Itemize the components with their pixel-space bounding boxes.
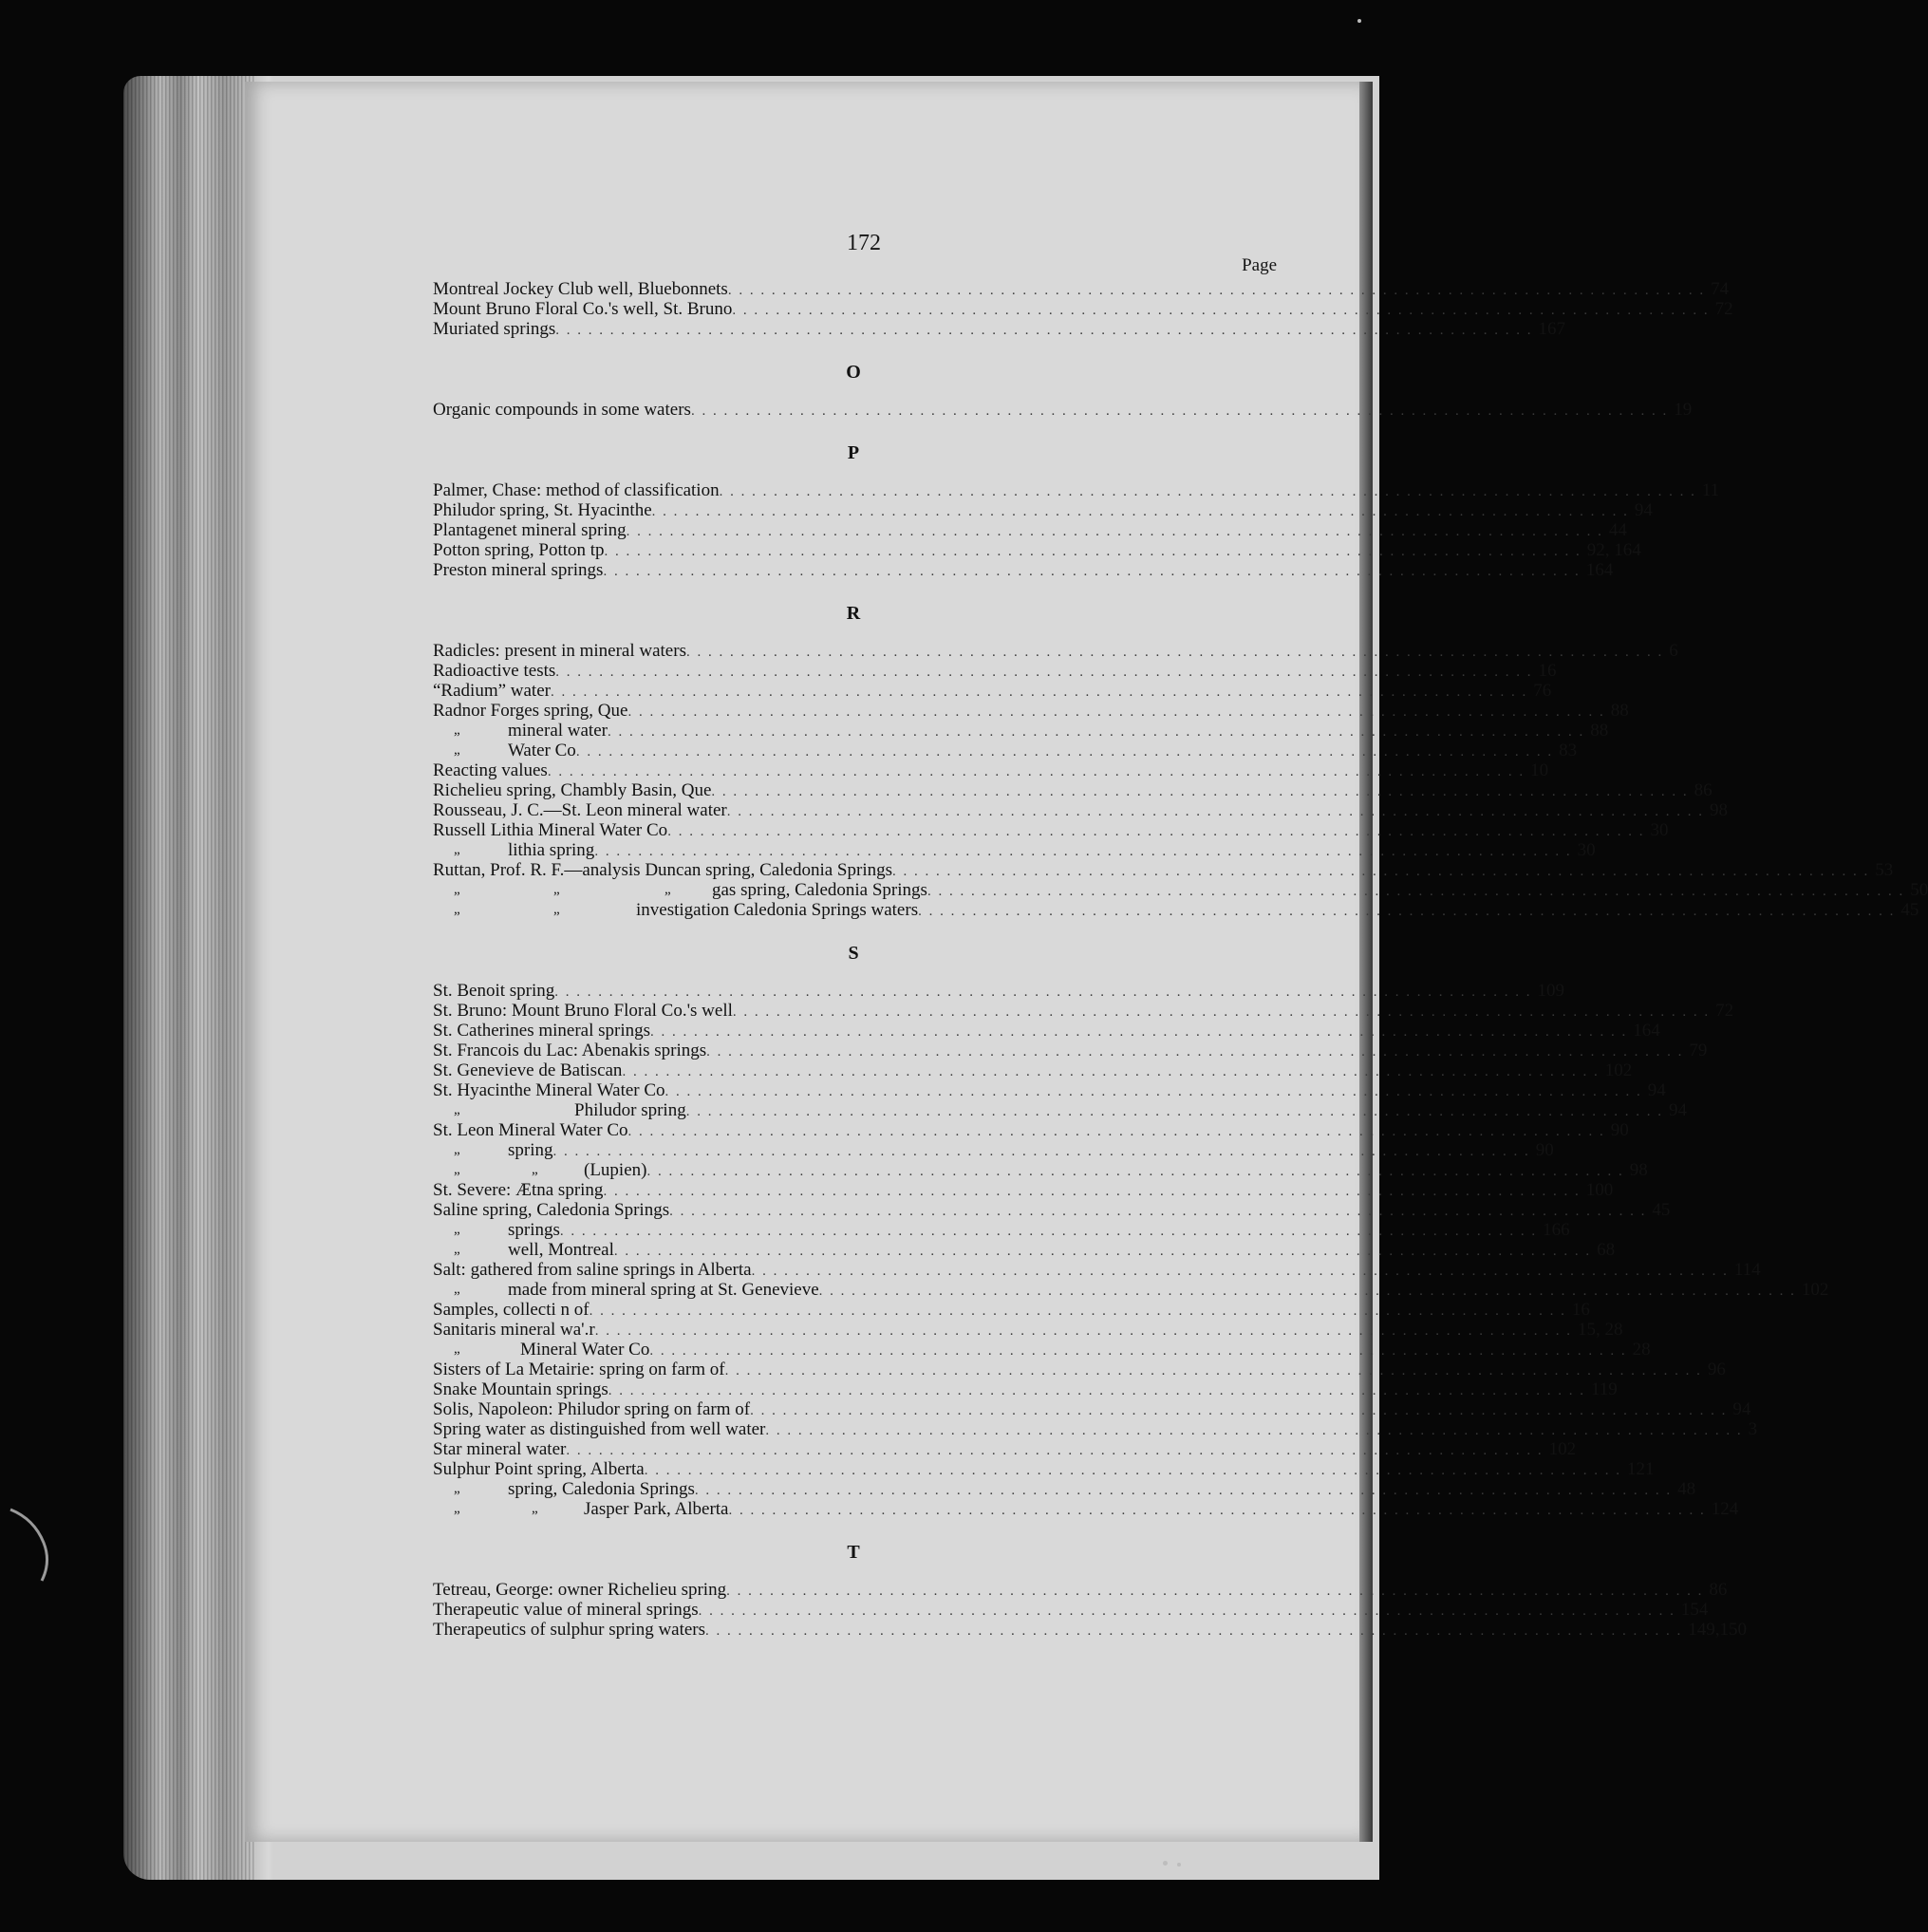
leader-dots: . . . . . . . . . . . . . . . . . . . . . . . . . . . . . . . . . . . . . . . . . . . . . . . . . . . . . . . . . . . . . . . . . . . . . . . . . . . . . . . . . . . . . . . . . . xyxy=(706,1044,1684,1060)
entry-page-number: 86 xyxy=(1709,1580,1728,1600)
leader-dots: . . . . . . . . . . . . . . . . . . . . . . . . . . . . . . . . . . . . . . . . . . . . . . . . . . . . . . . . . . . . . . . . . . . . . . . . . . . . . . . . . . . . . . . . . . xyxy=(559,1224,1538,1239)
index-entry xyxy=(433,661,1557,681)
leader-dots: . . . . . . . . . . . . . . . . . . . . . . . . . . . . . . . . . . . . . . . . . . . . . . . . . . . . . . . . . . . . . . . . . . . . . . . . . . . . . . . . . . . . . . . . . . xyxy=(728,1503,1706,1518)
leader-dots: . . . . . . . . . . . . . . . . . . . . . . . . . . . . . . . . . . . . . . . . . . . . . . . . . . . . . . . . . . . . . . . . . . . . . . . . . . . . . . . . . . . . . . . . . . xyxy=(604,544,1582,559)
index-entry xyxy=(433,1260,1761,1280)
index-entry xyxy=(433,880,1928,900)
leader-dots: . . . . . . . . . . . . . . . . . . . . . . . . . . . . . . . . . . . . . . . . . . . . . . . . . . . . . . . . . . . . . . . . . . . . . . . . . . . . . . . . . . . . . . . . . . xyxy=(765,1423,1743,1438)
leader-dots: . . . . . . . . . . . . . . . . . . . . . . . . . . . . . . . . . . . . . . . . . . . . . . . . . . . . . . . . . . . . . . . . . . . . . . . . . . . . . . . . . . . . . . . . . . xyxy=(698,1604,1675,1619)
index-entry xyxy=(433,1120,1629,1140)
section-letter: P xyxy=(847,442,860,463)
index-entry xyxy=(433,1280,1829,1300)
leader-dots: . . . . . . . . . . . . . . . . . . . . . . . . . . . . . . . . . . . . . . . . . . . . . . . . . . . . . . . . . . . . . . . . . . . . . . . . . . . . . . . . . . . . . . . . . . xyxy=(732,1004,1711,1020)
leader-dots: . . . . . . . . . . . . . . . . . . . . . . . . . . . . . . . . . . . . . . . . . . . . . . . . . . . . . . . . . . . . . . . . . . . . . . . . . . . . . . . . . . . . . . . . . . xyxy=(892,864,1870,879)
ditto-mark: „ xyxy=(454,902,460,917)
entry-term: lithia spring xyxy=(508,840,595,860)
index-entry xyxy=(433,299,1733,319)
entry-term: Mineral Water Co xyxy=(520,1340,650,1360)
leader-dots: . . . . . . . . . . . . . . . . . . . . . . . . . . . . . . . . . . . . . . . . . . . . . . . . . . . . . . . . . . . . . . . . . . . . . . . . . . . . . . . . . . . . . . . . . . xyxy=(627,1124,1605,1139)
entry-term: Montreal Jockey Club well, Bluebonnets xyxy=(433,279,728,299)
leader-dots: . . . . . . . . . . . . . . . . . . . . . . . . . . . . . . . . . . . . . . . . . . . . . . . . . . . . . . . . . . . . . . . . . . . . . . . . . . . . . . . . . . . . . . . . . . xyxy=(555,323,1533,338)
ditto-mark: „ xyxy=(665,882,671,897)
entry-term: St. Bruno: Mount Bruno Floral Co.'s well xyxy=(433,1001,733,1021)
entry-page-number: 15, 28 xyxy=(1577,1320,1623,1340)
leader-dots: . . . . . . . . . . . . . . . . . . . . . . . . . . . . . . . . . . . . . . . . . . . . . . . . . . . . . . . . . . . . . . . . . . . . . . . . . . . . . . . . . . . . . . . . . . xyxy=(727,283,1706,298)
ditto-mark: „ xyxy=(454,1282,460,1297)
leader-dots: . . . . . . . . . . . . . . . . . . . . . . . . . . . . . . . . . . . . . . . . . . . . . . . . . . . . . . . . . . . . . . . . . . . . . . . . . . . . . . . . . . . . . . . . . . xyxy=(726,1584,1704,1599)
index-entry xyxy=(433,1479,1696,1499)
entry-page-number: 98 xyxy=(1710,800,1729,820)
index-entry xyxy=(433,1001,1734,1021)
ditto-mark: „ xyxy=(454,842,460,857)
leader-dots: . . . . . . . . . . . . . . . . . . . . . . . . . . . . . . . . . . . . . . . . . . . . . . . . . . . . . . . . . . . . . . . . . . . . . . . . . . . . . . . . . . . . . . . . . . xyxy=(622,1064,1600,1079)
index-entry xyxy=(433,820,1669,840)
leader-dots: . . . . . . . . . . . . . . . . . . . . . . . . . . . . . . . . . . . . . . . . . . . . . . . . . . . . . . . . . . . . . . . . . . . . . . . . . . . . . . . . . . . . . . . . . . xyxy=(554,985,1532,1000)
leader-dots: . . . . . . . . . . . . . . . . . . . . . . . . . . . . . . . . . . . . . . . . . . . . . . . . . . . . . . . . . . . . . . . . . . . . . . . . . . . . . . . . . . . . . . . . . . xyxy=(627,704,1605,720)
index-entry xyxy=(433,1360,1726,1379)
entry-term: Water Co xyxy=(508,741,576,760)
leader-dots: . . . . . . . . . . . . . . . . . . . . . . . . . . . . . . . . . . . . . . . . . . . . . . . . . . . . . . . . . . . . . . . . . . . . . . . . . . . . . . . . . . . . . . . . . . xyxy=(927,884,1905,899)
entry-page-number: 94 xyxy=(1668,1100,1687,1120)
entry-page-number: 90 xyxy=(1610,1120,1629,1140)
entry-page-number: 50 xyxy=(1910,880,1928,900)
index-entry xyxy=(433,1499,1739,1519)
leader-dots: . . . . . . . . . . . . . . . . . . . . . . . . . . . . . . . . . . . . . . . . . . . . . . . . . . . . . . . . . . . . . . . . . . . . . . . . . . . . . . . . . . . . . . . . . . xyxy=(732,303,1710,318)
ditto-mark: „ xyxy=(454,1102,460,1117)
leader-dots: . . . . . . . . . . . . . . . . . . . . . . . . . . . . . . . . . . . . . . . . . . . . . . . . . . . . . . . . . . . . . . . . . . . . . . . . . . . . . . . . . . . . . . . . . . xyxy=(711,784,1689,799)
entry-term: Palmer, Chase: method of classification xyxy=(433,480,720,500)
entry-term: Muriated springs xyxy=(433,319,556,339)
entry-page-number: 114 xyxy=(1733,1260,1761,1280)
entry-page-number: 88 xyxy=(1590,721,1609,741)
entry-term: Tetreau, George: owner Richelieu spring xyxy=(433,1580,727,1600)
entry-term: investigation Caledonia Springs waters xyxy=(636,900,919,920)
ditto-mark: „ xyxy=(454,1162,460,1177)
index-entry xyxy=(433,1140,1554,1160)
entry-term: “Radium” water xyxy=(433,681,551,701)
leader-dots: . . . . . . . . . . . . . . . . . . . . . . . . . . . . . . . . . . . . . . . . . . . . . . . . . . . . . . . . . . . . . . . . . . . . . . . . . . . . . . . . . . . . . . . . . . xyxy=(667,824,1645,839)
index-entry xyxy=(433,1300,1590,1320)
entry-page-number: 154 xyxy=(1680,1600,1709,1620)
entry-term: Rousseau, J. C.—St. Leon mineral water xyxy=(433,800,727,820)
page-column-header: Page xyxy=(1242,255,1277,275)
leader-dots: . . . . . . . . . . . . . . . . . . . . . . . . . . . . . . . . . . . . . . . . . . . . . . . . . . . . . . . . . . . . . . . . . . . . . . . . . . . . . . . . . . . . . . . . . . xyxy=(685,1104,1663,1119)
entry-page-number: 109 xyxy=(1537,981,1565,1001)
leader-dots: . . . . . . . . . . . . . . . . . . . . . . . . . . . . . . . . . . . . . . . . . . . . . . . . . . . . . . . . . . . . . . . . . . . . . . . . . . . . . . . . . . . . . . . . . . xyxy=(665,1084,1642,1099)
entry-term: spring, Caledonia Springs xyxy=(508,1479,695,1499)
entry-page-number: 94 xyxy=(1732,1399,1751,1419)
leader-dots: . . . . . . . . . . . . . . . . . . . . . . . . . . . . . . . . . . . . . . . . . . . . . . . . . . . . . . . . . . . . . . . . . . . . . . . . . . . . . . . . . . . . . . . . . . xyxy=(550,685,1528,700)
leader-dots: . . . . . . . . . . . . . . . . . . . . . . . . . . . . . . . . . . . . . . . . . . . . . . . . . . . . . . . . . . . . . . . . . . . . . . . . . . . . . . . . . . . . . . . . . . xyxy=(705,1623,1683,1639)
leader-dots: . . . . . . . . . . . . . . . . . . . . . . . . . . . . . . . . . . . . . . . . . . . . . . . . . . . . . . . . . . . . . . . . . . . . . . . . . . . . . . . . . . . . . . . . . . xyxy=(724,1363,1702,1379)
ditto-mark: „ xyxy=(532,1501,538,1516)
leader-dots: . . . . . . . . . . . . . . . . . . . . . . . . . . . . . . . . . . . . . . . . . . . . . . . . . . . . . . . . . . . . . . . . . . . . . . . . . . . . . . . . . . . . . . . . . . xyxy=(690,403,1669,419)
index-entry xyxy=(433,1340,1651,1360)
leader-dots: . . . . . . . . . . . . . . . . . . . . . . . . . . . . . . . . . . . . . . . . . . . . . . . . . . . . . . . . . . . . . . . . . . . . . . . . . . . . . . . . . . . . . . . . . . xyxy=(646,1164,1624,1179)
index-entry xyxy=(433,1220,1570,1240)
leader-dots: . . . . . . . . . . . . . . . . . . . . . . . . . . . . . . . . . . . . . . . . . . . . . . . . . . . . . . . . . . . . . . . . . . . . . . . . . . . . . . . . . . . . . . . . . . xyxy=(685,645,1664,660)
entry-page-number: 102 xyxy=(1801,1280,1829,1300)
entry-page-number: 83 xyxy=(1559,741,1578,760)
entry-term: made from mineral spring at St. Genevieve xyxy=(508,1280,819,1300)
entry-term: St. Catherines mineral springs xyxy=(433,1021,651,1041)
entry-page-number: 30 xyxy=(1650,820,1669,840)
entry-term: Ruttan, Prof. R. F.—analysis Duncan spring, Caledonia Springs xyxy=(433,860,892,880)
index-entry xyxy=(433,981,1565,1001)
entry-page-number: 10 xyxy=(1530,760,1549,780)
leader-dots: . . . . . . . . . . . . . . . . . . . . . . . . . . . . . . . . . . . . . . . . . . . . . . . . . . . . . . . . . . . . . . . . . . . . . . . . . . . . . . . . . . . . . . . . . . xyxy=(613,1244,1592,1259)
entry-term: gas spring, Caledonia Springs xyxy=(712,880,927,900)
entry-term: Samples, collecti n of xyxy=(433,1300,590,1320)
entry-term: Radioactive tests xyxy=(433,661,556,681)
leader-dots: . . . . . . . . . . . . . . . . . . . . . . . . . . . . . . . . . . . . . . . . . . . . . . . . . . . . . . . . . . . . . . . . . . . . . . . . . . . . . . . . . . . . . . . . . . xyxy=(575,744,1554,760)
entry-page-number: 164 xyxy=(1633,1021,1660,1041)
leader-dots: . . . . . . . . . . . . . . . . . . . . . . . . . . . . . . . . . . . . . . . . . . . . . . . . . . . . . . . . . . . . . . . . . . . . . . . . . . . . . . . . . . . . . . . . . . xyxy=(594,1323,1572,1339)
index-entry xyxy=(433,860,1894,880)
entry-page-number: 119 xyxy=(1590,1379,1618,1399)
index-entry xyxy=(433,1620,1748,1640)
index-entry xyxy=(433,1021,1660,1041)
index-entry xyxy=(433,1580,1728,1600)
leader-dots: . . . . . . . . . . . . . . . . . . . . . . . . . . . . . . . . . . . . . . . . . . . . . . . . . . . . . . . . . . . . . . . . . . . . . . . . . . . . . . . . . . . . . . . . . . xyxy=(751,1264,1729,1279)
entry-page-number: 102 xyxy=(1604,1060,1633,1080)
index-entry xyxy=(433,319,1566,339)
entry-term: Sanitaris mineral wa'.r xyxy=(433,1320,595,1340)
leader-dots: . . . . . . . . . . . . . . . . . . . . . . . . . . . . . . . . . . . . . . . . . . . . . . . . . . . . . . . . . . . . . . . . . . . . . . . . . . . . . . . . . . . . . . . . . . xyxy=(607,724,1585,740)
entry-page-number: 30 xyxy=(1577,840,1596,860)
entry-term: Richelieu spring, Chambly Basin, Que xyxy=(433,780,712,800)
index-entry xyxy=(433,1240,1616,1260)
entry-page-number: 166 xyxy=(1543,1220,1570,1240)
entry-term: well, Montreal xyxy=(508,1240,614,1260)
entry-page-number: 88 xyxy=(1610,701,1629,721)
entry-term: Jasper Park, Alberta xyxy=(584,1499,729,1519)
ditto-mark: „ xyxy=(454,742,460,758)
entry-term: (Lupien) xyxy=(584,1160,647,1180)
index-entry xyxy=(433,520,1627,540)
entry-term: Spring water as distinguished from well water xyxy=(433,1419,766,1439)
entry-term: Philudor spring, St. Hyacinthe xyxy=(433,500,652,520)
leader-dots: . . . . . . . . . . . . . . . . . . . . . . . . . . . . . . . . . . . . . . . . . . . . . . . . . . . . . . . . . . . . . . . . . . . . . . . . . . . . . . . . . . . . . . . . . . xyxy=(566,1443,1544,1458)
index-entry xyxy=(433,400,1693,420)
leader-dots: . . . . . . . . . . . . . . . . . . . . . . . . . . . . . . . . . . . . . . . . . . . . . . . . . . . . . . . . . . . . . . . . . . . . . . . . . . . . . . . . . . . . . . . . . . xyxy=(669,1204,1647,1219)
entry-term: Radnor Forges spring, Que xyxy=(433,701,628,721)
entry-page-number: 90 xyxy=(1535,1140,1554,1160)
entry-page-number: 167 xyxy=(1538,319,1566,339)
index-entry xyxy=(433,741,1578,760)
entry-term: Salt: gathered from saline springs in Alberta xyxy=(433,1260,752,1280)
entry-term: Radicles: present in mineral waters xyxy=(433,641,686,661)
index-entry xyxy=(433,1200,1671,1220)
entry-term: St. Genevieve de Batiscan xyxy=(433,1060,623,1080)
entry-page-number: 16 xyxy=(1571,1300,1590,1320)
entry-page-number: 72 xyxy=(1714,299,1733,319)
index-entry xyxy=(433,1600,1709,1620)
leader-dots: . . . . . . . . . . . . . . . . . . . . . . . . . . . . . . . . . . . . . . . . . . . . . . . . . . . . . . . . . . . . . . . . . . . . . . . . . . . . . . . . . . . . . . . . . . xyxy=(750,1403,1728,1418)
entry-page-number: 45 xyxy=(1900,900,1919,920)
index-entry xyxy=(433,480,1720,500)
entry-term: Organic compounds in some waters xyxy=(433,400,691,420)
entry-term: Snake Mountain springs xyxy=(433,1379,608,1399)
ditto-mark: „ xyxy=(454,722,460,738)
leader-dots: . . . . . . . . . . . . . . . . . . . . . . . . . . . . . . . . . . . . . . . . . . . . . . . . . . . . . . . . . . . . . . . . . . . . . . . . . . . . . . . . . . . . . . . . . . xyxy=(649,1343,1627,1359)
index-entry xyxy=(433,840,1596,860)
entry-page-number: 121 xyxy=(1626,1459,1655,1479)
page-number: 172 xyxy=(847,231,881,255)
leader-dots: . . . . . . . . . . . . . . . . . . . . . . . . . . . . . . . . . . . . . . . . . . . . . . . . . . . . . . . . . . . . . . . . . . . . . . . . . . . . . . . . . . . . . . . . . . xyxy=(694,1483,1673,1498)
index-entry xyxy=(433,1399,1751,1419)
entry-term: Philudor spring xyxy=(574,1100,686,1120)
entry-page-number: 164 xyxy=(1585,560,1614,580)
ditto-mark: „ xyxy=(454,1481,460,1496)
index-entry xyxy=(433,1419,1758,1439)
entry-page-number: 28 xyxy=(1632,1340,1651,1360)
entry-page-number: 100 xyxy=(1585,1180,1614,1200)
entry-page-number: 94 xyxy=(1634,500,1653,520)
index-entry xyxy=(433,1100,1687,1120)
entry-page-number: 19 xyxy=(1674,400,1693,420)
leader-dots: . . . . . . . . . . . . . . . . . . . . . . . . . . . . . . . . . . . . . . . . . . . . . . . . . . . . . . . . . . . . . . . . . . . . . . . . . . . . . . . . . . . . . . . . . . xyxy=(589,1304,1566,1319)
section-letter: O xyxy=(846,362,861,383)
entry-page-number: 48 xyxy=(1677,1479,1696,1499)
entry-page-number: 44 xyxy=(1608,520,1627,540)
ditto-mark: „ xyxy=(454,1242,460,1257)
index-entry xyxy=(433,681,1552,701)
entry-term: springs xyxy=(508,1220,560,1240)
entry-page-number: 3 xyxy=(1748,1419,1758,1439)
leader-dots: . . . . . . . . . . . . . . . . . . . . . . . . . . . . . . . . . . . . . . . . . . . . . . . . . . . . . . . . . . . . . . . . . . . . . . . . . . . . . . . . . . . . . . . . . . xyxy=(651,504,1629,519)
entry-page-number: 16 xyxy=(1538,661,1557,681)
leader-dots: . . . . . . . . . . . . . . . . . . . . . . . . . . . . . . . . . . . . . . . . . . . . . . . . . . . . . . . . . . . . . . . . . . . . . . . . . . . . . . . . . . . . . . . . . . xyxy=(552,1144,1530,1159)
entry-term: Star mineral water xyxy=(433,1439,567,1459)
index-entry xyxy=(433,760,1549,780)
leader-dots: . . . . . . . . . . . . . . . . . . . . . . . . . . . . . . . . . . . . . . . . . . . . . . . . . . . . . . . . . . . . . . . . . . . . . . . . . . . . . . . . . . . . . . . . . . xyxy=(918,904,1896,919)
leader-dots: . . . . . . . . . . . . . . . . . . . . . . . . . . . . . . . . . . . . . . . . . . . . . . . . . . . . . . . . . . . . . . . . . . . . . . . . . . . . . . . . . . . . . . . . . . xyxy=(608,1383,1585,1398)
entry-term: St. Leon Mineral Water Co xyxy=(433,1120,628,1140)
entry-term: Mount Bruno Floral Co.'s well, St. Bruno xyxy=(433,299,733,319)
index-entry xyxy=(433,641,1678,661)
leader-dots: . . . . . . . . . . . . . . . . . . . . . . . . . . . . . . . . . . . . . . . . . . . . . . . . . . . . . . . . . . . . . . . . . . . . . . . . . . . . . . . . . . . . . . . . . . xyxy=(726,804,1705,819)
ditto-mark: „ xyxy=(454,1222,460,1237)
entry-term: St. Severe: Ætna spring xyxy=(433,1180,604,1200)
entry-term: Plantagenet mineral spring xyxy=(433,520,627,540)
index-entry xyxy=(433,1459,1655,1479)
entry-term: Potton spring, Potton tp xyxy=(433,540,605,560)
entry-term: St. Benoit spring xyxy=(433,981,555,1001)
entry-page-number: 11 xyxy=(1701,480,1720,500)
section-letter: R xyxy=(846,603,861,624)
leader-dots: . . . . . . . . . . . . . . . . . . . . . . . . . . . . . . . . . . . . . . . . . . . . . . . . . . . . . . . . . . . . . . . . . . . . . . . . . . . . . . . . . . . . . . . . . . xyxy=(650,1024,1628,1040)
ditto-mark: „ xyxy=(454,1142,460,1157)
index-entry xyxy=(433,1439,1577,1459)
entry-page-number: 96 xyxy=(1707,1360,1726,1379)
entry-term: mineral water xyxy=(508,721,608,741)
entry-term: St. Francois du Lac: Abenakis springs xyxy=(433,1041,707,1060)
leader-dots: . . . . . . . . . . . . . . . . . . . . . . . . . . . . . . . . . . . . . . . . . . . . . . . . . . . . . . . . . . . . . . . . . . . . . . . . . . . . . . . . . . . . . . . . . . xyxy=(555,665,1533,680)
ditto-mark: „ xyxy=(454,882,460,897)
entry-term: Therapeutics of sulphur spring waters xyxy=(433,1620,706,1640)
leader-dots: . . . . . . . . . . . . . . . . . . . . . . . . . . . . . . . . . . . . . . . . . . . . . . . . . . . . . . . . . . . . . . . . . . . . . . . . . . . . . . . . . . . . . . . . . . xyxy=(603,1184,1581,1199)
entry-page-number: 79 xyxy=(1689,1041,1708,1060)
entry-term: Preston mineral springs xyxy=(433,560,604,580)
index-entry xyxy=(433,800,1729,820)
index-entry xyxy=(433,701,1629,721)
entry-page-number: 124 xyxy=(1711,1499,1739,1519)
entry-page-number: 149,150 xyxy=(1688,1620,1748,1640)
index-entry xyxy=(433,1060,1633,1080)
entry-page-number: 94 xyxy=(1647,1080,1666,1100)
index-entry xyxy=(433,500,1653,520)
ditto-mark: „ xyxy=(454,1501,460,1516)
entry-term: Reacting values xyxy=(433,760,548,780)
entry-term: Solis, Napoleon: Philudor spring on farm of xyxy=(433,1399,751,1419)
entry-page-number: 102 xyxy=(1548,1439,1577,1459)
entry-page-number: 45 xyxy=(1652,1200,1671,1220)
leader-dots: . . . . . . . . . . . . . . . . . . . . . . . . . . . . . . . . . . . . . . . . . . . . . . . . . . . . . . . . . . . . . . . . . . . . . . . . . . . . . . . . . . . . . . . . . . xyxy=(626,524,1603,539)
index-entry xyxy=(433,1320,1623,1340)
entry-page-number: 53 xyxy=(1875,860,1894,880)
entry-term: Sulphur Point spring, Alberta xyxy=(433,1459,645,1479)
entry-page-number: 74 xyxy=(1711,279,1730,299)
entry-page-number: 98 xyxy=(1629,1160,1648,1180)
entry-term: Saline spring, Caledonia Springs xyxy=(433,1200,670,1220)
leader-dots: . . . . . . . . . . . . . . . . . . . . . . . . . . . . . . . . . . . . . . . . . . . . . . . . . . . . . . . . . . . . . . . . . . . . . . . . . . . . . . . . . . . . . . . . . . xyxy=(547,764,1526,779)
entry-page-number: 72 xyxy=(1715,1001,1734,1021)
ditto-mark: „ xyxy=(454,1341,460,1357)
entry-term: St. Hyacinthe Mineral Water Co xyxy=(433,1080,665,1100)
index-entry xyxy=(433,721,1609,741)
leader-dots: . . . . . . . . . . . . . . . . . . . . . . . . . . . . . . . . . . . . . . . . . . . . . . . . . . . . . . . . . . . . . . . . . . . . . . . . . . . . . . . . . . . . . . . . . . xyxy=(818,1284,1796,1299)
index-entry xyxy=(433,1160,1648,1180)
index-entry xyxy=(433,780,1713,800)
entry-page-number: 76 xyxy=(1533,681,1552,701)
entry-term: Sisters of La Metairie: spring on farm of xyxy=(433,1360,725,1379)
leader-dots: . . . . . . . . . . . . . . . . . . . . . . . . . . . . . . . . . . . . . . . . . . . . . . . . . . . . . . . . . . . . . . . . . . . . . . . . . . . . . . . . . . . . . . . . . . xyxy=(644,1463,1621,1478)
section-letter: S xyxy=(848,943,859,964)
leader-dots: . . . . . . . . . . . . . . . . . . . . . . . . . . . . . . . . . . . . . . . . . . . . . . . . . . . . . . . . . . . . . . . . . . . . . . . . . . . . . . . . . . . . . . . . . . xyxy=(594,844,1572,859)
index-entry xyxy=(433,900,1919,920)
ditto-mark: „ xyxy=(553,882,560,897)
index-entry xyxy=(433,1379,1618,1399)
entry-page-number: 68 xyxy=(1597,1240,1616,1260)
ditto-mark: „ xyxy=(553,902,560,917)
entry-term: Therapeutic value of mineral springs xyxy=(433,1600,699,1620)
index-entry xyxy=(433,560,1614,580)
index-entry xyxy=(433,1080,1666,1100)
leader-dots: . . . . . . . . . . . . . . . . . . . . . . . . . . . . . . . . . . . . . . . . . . . . . . . . . . . . . . . . . . . . . . . . . . . . . . . . . . . . . . . . . . . . . . . . . . xyxy=(719,484,1696,499)
entry-term: spring xyxy=(508,1140,553,1160)
section-letter: T xyxy=(847,1542,860,1563)
entry-page-number: 86 xyxy=(1694,780,1713,800)
index-entry xyxy=(433,1041,1708,1060)
leader-dots: . . . . . . . . . . . . . . . . . . . . . . . . . . . . . . . . . . . . . . . . . . . . . . . . . . . . . . . . . . . . . . . . . . . . . . . . . . . . . . . . . . . . . . . . . . xyxy=(603,564,1581,579)
entry-term: Russell Lithia Mineral Water Co xyxy=(433,820,668,840)
index-entry xyxy=(433,540,1641,560)
ditto-mark: „ xyxy=(532,1162,538,1177)
entry-page-number: 6 xyxy=(1669,641,1678,661)
entry-page-number: 92, 164 xyxy=(1586,540,1641,560)
index-entry xyxy=(433,279,1730,299)
index-entry xyxy=(433,1180,1614,1200)
